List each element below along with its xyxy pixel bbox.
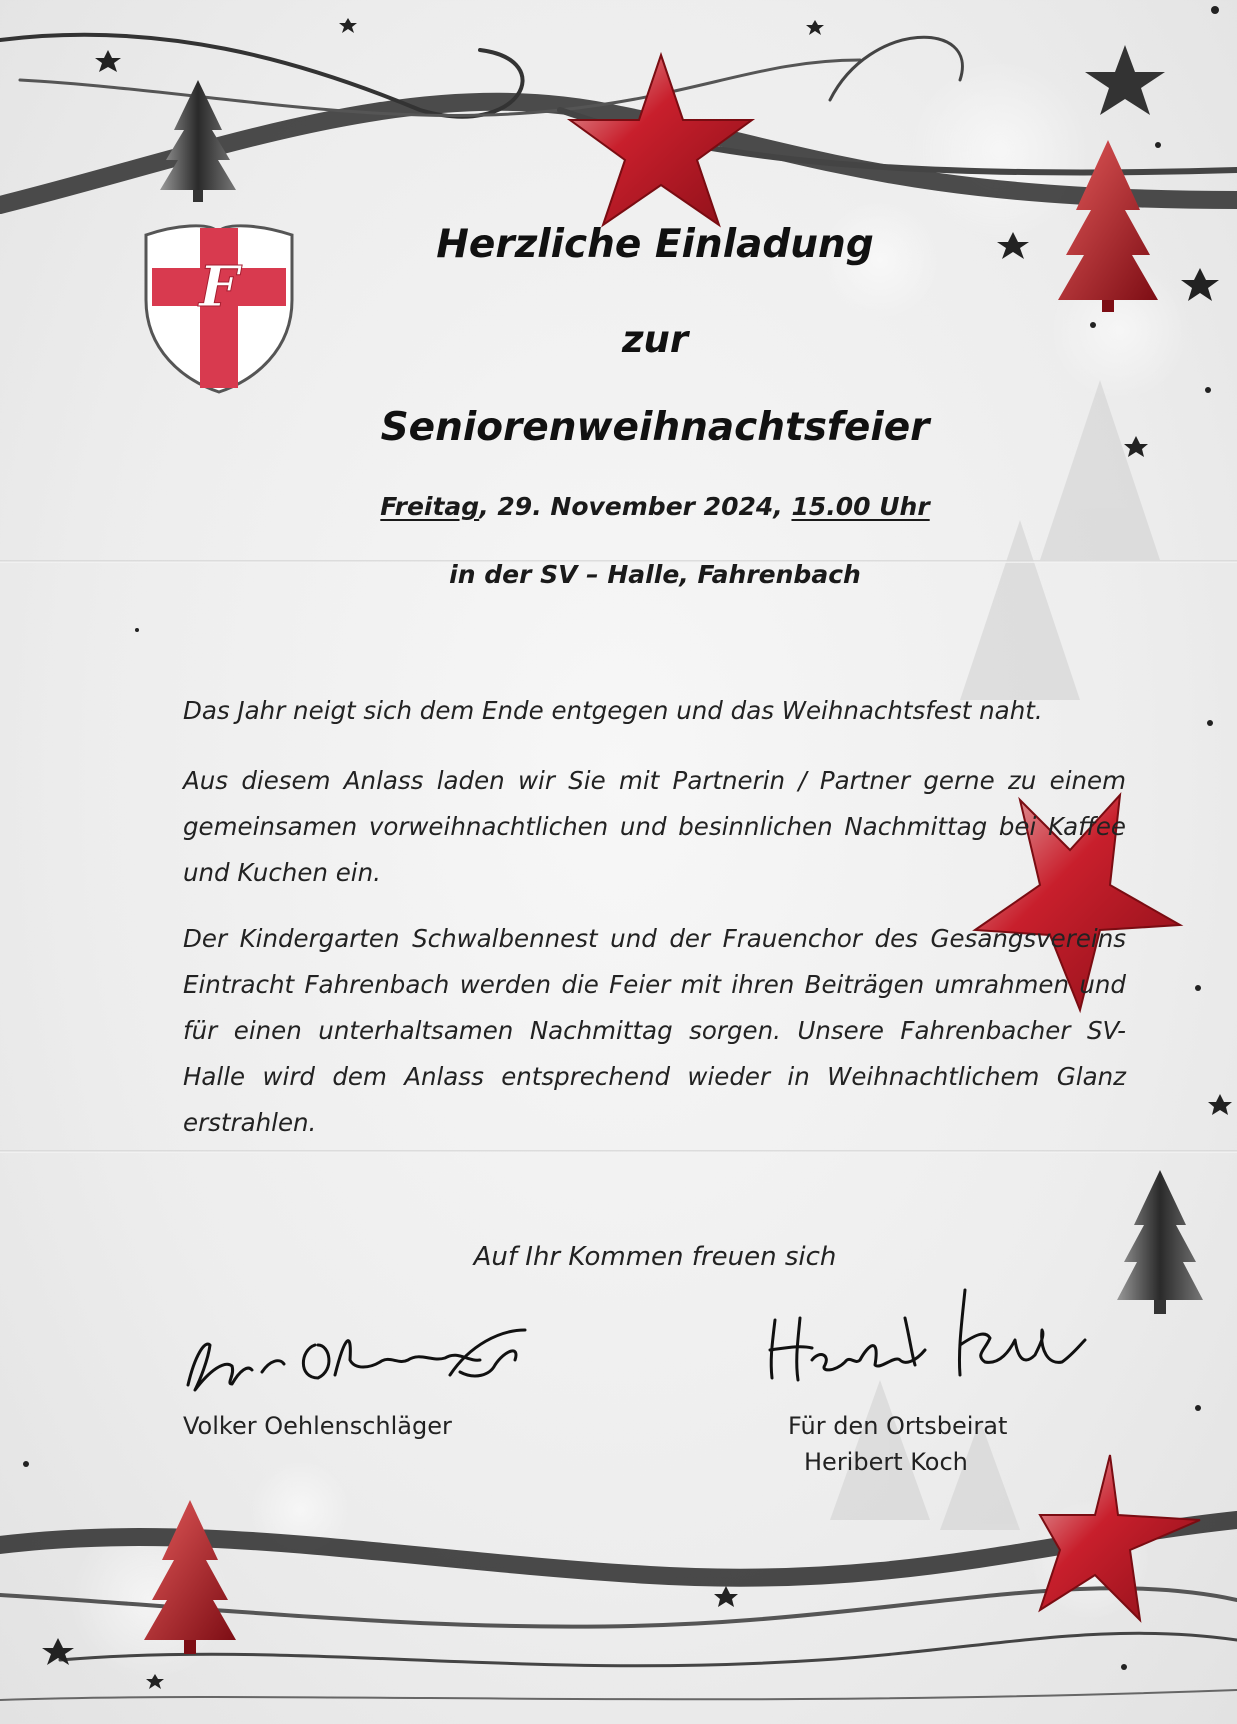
signature-heribert xyxy=(770,1290,1085,1380)
signer-right-block xyxy=(788,1408,1007,1480)
fold-line xyxy=(0,1150,1237,1153)
paragraph-3: Der Kindergarten Schwalbennest und der Frauenchor des Gesangsvereins Eintracht Fahrenbach werden die Feier mit ihren Beiträgen umrahmen und für einen unterhaltsamen Nachmittag sorgen. Unsere Fahrenbacher SV-Halle wird dem Anlass entsprechend wieder in Weihnachtlichem Glanz erstrahlen. xyxy=(183,924,1126,1137)
paragraph-1: Das Jahr neigt sich dem Ende entgegen und das Weihnachtsfest naht. xyxy=(183,696,1043,725)
paragraph-2: Aus diesem Anlass laden wir Sie mit Partnerin / Partner gerne zu einem gemeinsamen vorweihnachtlichen und besinnlichen Nachmittag bei Kaffee und Kuchen ein. xyxy=(183,766,1126,887)
event-dateline: Freitag, 29. November 2024, 15.00 Uhr xyxy=(380,492,930,521)
signature-volker xyxy=(188,1330,525,1390)
signer-right-name: Heribert Koch xyxy=(804,1448,968,1476)
event-time: 15.00 Uhr xyxy=(791,492,930,521)
signer-left-name: Volker Oehlenschläger xyxy=(183,1412,452,1440)
star-icon xyxy=(1040,1455,1200,1620)
title-line-3: Seniorenweihnachtsfeier xyxy=(380,405,930,450)
closing-line: Auf Ihr Kommen freuen sich xyxy=(473,1242,837,1272)
title-line-1: Herzliche Einladung xyxy=(436,222,874,267)
event-date: 29. November 2024 xyxy=(497,492,774,521)
crest-letter: F xyxy=(199,254,239,320)
event-day: Freitag xyxy=(380,492,480,521)
signer-right-role: Für den Ortsbeirat xyxy=(788,1412,1008,1440)
star-icon xyxy=(1085,45,1165,115)
title-line-2: zur xyxy=(621,318,689,361)
event-venue: in der SV – Halle, Fahrenbach xyxy=(449,560,861,589)
